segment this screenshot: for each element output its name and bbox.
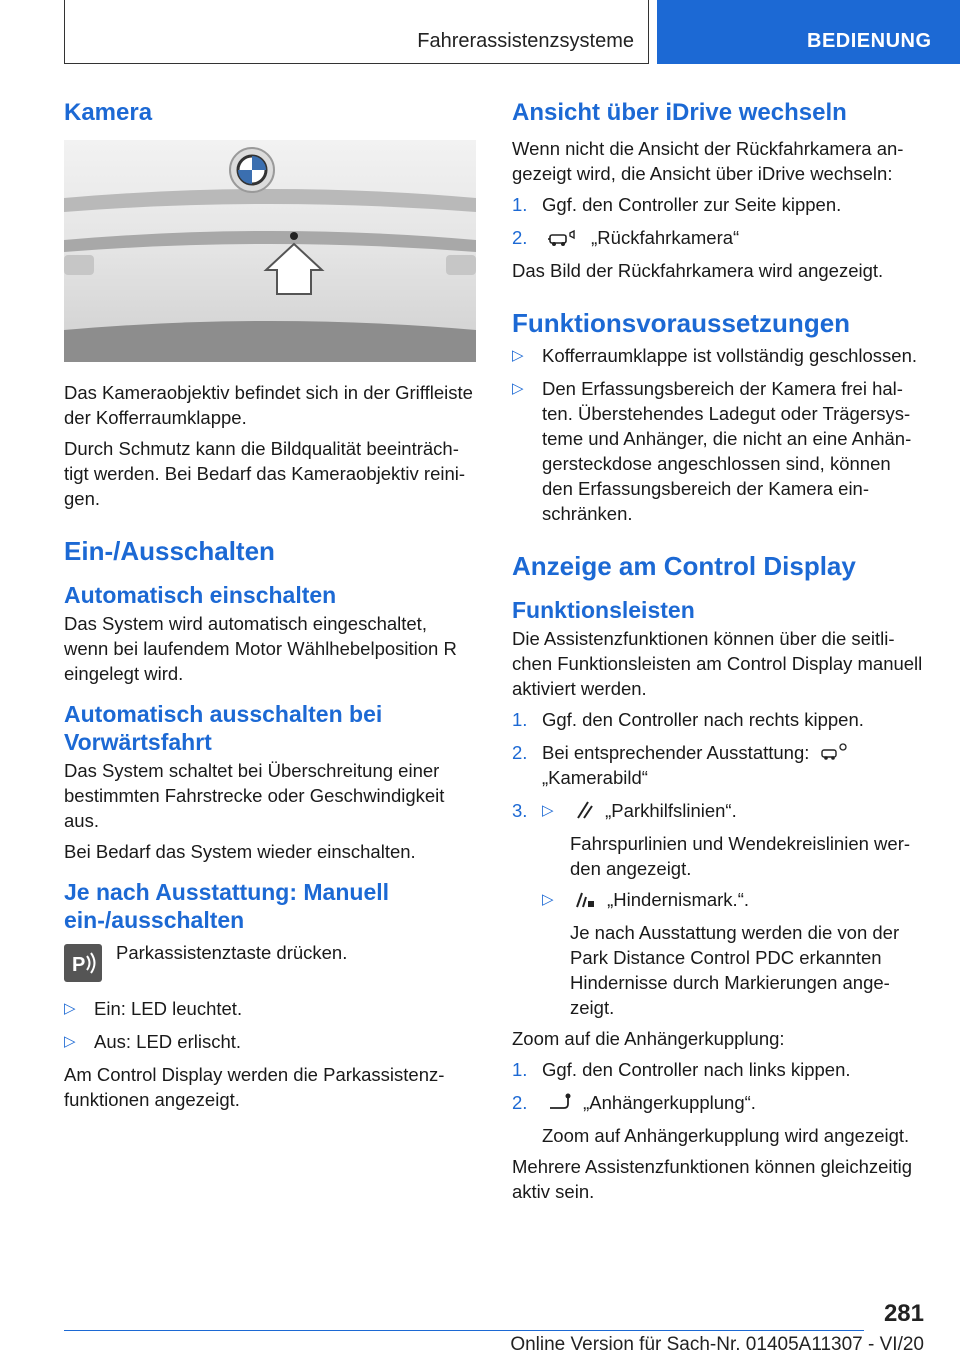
zoom-steps: [512, 1057, 924, 1115]
kamera-paragraph-2: Durch Schmutz kann die Bildqualität beeinträchtigt werden. Bei Bedarf das Kameraobjektiv reinigen.: [64, 438, 466, 509]
ansicht-paragraph: Wenn nicht die Ansicht der Rückfahrkamera angezeigt wird, die Ansicht über iDrive wechseln:: [512, 138, 904, 184]
camera-image-icon: [819, 742, 849, 762]
heading-funktionsvoraussetzungen: Funktionsvoraussetzungen: [512, 308, 851, 338]
auto-ein-paragraph: Das System wird automatisch eingeschaltet, wenn bei laufendem Motor Wählhebelposition R eingelegt wird.: [64, 613, 457, 684]
manuell-paragraph: Am Control Display werden die Parkassistenzfunktionen angezeigt.: [64, 1064, 445, 1110]
heading-kamera: Kamera: [64, 99, 153, 126]
online-version-note: Online Version für Sach-Nr. 01405A11307 - VI/20: [510, 1334, 924, 1355]
footer-divider: [64, 1330, 864, 1331]
list-item: ▷ Den Erfassungsbereich der Kamera frei halten. Überstehendes Ladegut oder Trägersysteme und Anhänger, die nicht an eine Anhängersteckdose angeschlossen sind, können den Erfassungsbereich der Kamera einschränken.: [512, 378, 912, 524]
fl-step3b-description: Je nach Ausstattung werden die von der Park Distance Control PDC erkannten Hindernisse durch Markierungen angezeigt.: [570, 922, 900, 1018]
final-paragraph: Mehrere Assistenzfunktionen können gleichzeitig aktiv sein.: [512, 1156, 913, 1202]
heading-manuell-ein-ausschalten: Je nach Ausstattung: Manuell ein-/ausschalten: [64, 879, 390, 933]
page-number: 281: [883, 1300, 924, 1327]
pdc-button-text: Parkassistenztaste drücken.: [116, 942, 348, 963]
pdc-button-row: [64, 940, 476, 984]
zoom-paragraph: Zoom auf die Anhängerkupplung:: [512, 1028, 785, 1049]
heading-funktionsleisten: Funktionsleisten: [512, 597, 695, 623]
svg-text:P: P: [72, 954, 86, 976]
list-item: 3. ▷ „Parkhilfslinien“.: [512, 800, 737, 821]
list-item: ▷ Kofferraumklappe ist vollständig geschlossen.: [512, 345, 918, 366]
rear-camera-icon: [546, 229, 580, 247]
header-section-title: Fahrerassistenzsysteme: [417, 30, 634, 52]
triangle-bullet-icon: ▷: [512, 347, 524, 364]
triangle-bullet-icon: ▷: [542, 891, 554, 908]
heading-ein-ausschalten: Ein-/Ausschalten: [64, 536, 275, 566]
heading-automatisch-ausschalten: Automatisch ausschalten bei Vorwärtsfahrt: [64, 701, 383, 755]
auto-aus-paragraph-1: Das System schaltet bei Überschreitung einer bestimmten Fahrstrecke oder Geschwindigkeit aus.: [64, 760, 445, 831]
list-item: 2. „Rückfahrkamera“: [512, 227, 740, 248]
heading-ansicht-wechseln: Ansicht über iDrive wechseln: [512, 99, 847, 126]
left-column: [64, 98, 476, 1118]
fl-step3-description: Fahrspurlinien und Wendekreislinien werden angezeigt.: [570, 833, 911, 879]
trunk-camera-photo: [64, 140, 476, 362]
heading-anzeige-control-display: Anzeige am Control Display: [512, 551, 856, 581]
parking-guide-lines-icon: [574, 800, 594, 820]
manuell-list: [64, 996, 476, 1054]
list-item: 2. „Anhängerkupplung“.: [512, 1092, 756, 1113]
kamera-paragraph-1: Das Kameraobjektiv befindet sich in der Griffleiste der Kofferraumklappe.: [64, 382, 473, 428]
parking-assist-button-icon: [64, 944, 102, 982]
fl-steps: [512, 707, 924, 823]
ansicht-steps: [512, 192, 924, 250]
obstacle-marking-icon: [574, 889, 596, 909]
list-item: ▷ Ein: LED leuchtet.: [64, 998, 243, 1019]
header-chapter-tab: BEDIENUNG: [657, 0, 960, 64]
zoom-step2-description: Zoom auf Anhängerkupplung wird angezeigt.: [542, 1125, 910, 1146]
list-item: 1. Ggf. den Controller nach rechts kippen.: [512, 709, 864, 730]
ansicht-after: Das Bild der Rückfahrkamera wird angezeigt.: [512, 260, 884, 281]
right-column: [512, 98, 924, 1210]
triangle-bullet-icon: ▷: [64, 1000, 76, 1017]
list-item: 1. Ggf. den Controller nach links kippen.: [512, 1059, 851, 1080]
list-item: 1. Ggf. den Controller zur Seite kippen.: [512, 194, 842, 215]
list-item: 2. Bei entsprechender Ausstattung: „Kamerabild“: [512, 740, 924, 790]
triangle-bullet-icon: ▷: [512, 380, 524, 397]
page-header: [0, 0, 960, 70]
list-item: ▷ „Hindernismark.“.: [542, 889, 749, 910]
list-item: ▷ Aus: LED erlischt.: [64, 1031, 242, 1052]
trailer-hitch-icon: [546, 1092, 572, 1112]
triangle-bullet-icon: ▷: [64, 1033, 76, 1050]
auto-aus-paragraph-2: Bei Bedarf das System wieder einschalten.: [64, 841, 416, 862]
triangle-bullet-icon: ▷: [542, 802, 554, 819]
fl-paragraph: Die Assistenzfunktionen können über die seitlichen Funktionsleisten am Control Display manuell aktiviert werden.: [512, 628, 923, 699]
heading-automatisch-einschalten: Automatisch einschalten: [64, 582, 337, 608]
funk-list: [512, 343, 924, 526]
